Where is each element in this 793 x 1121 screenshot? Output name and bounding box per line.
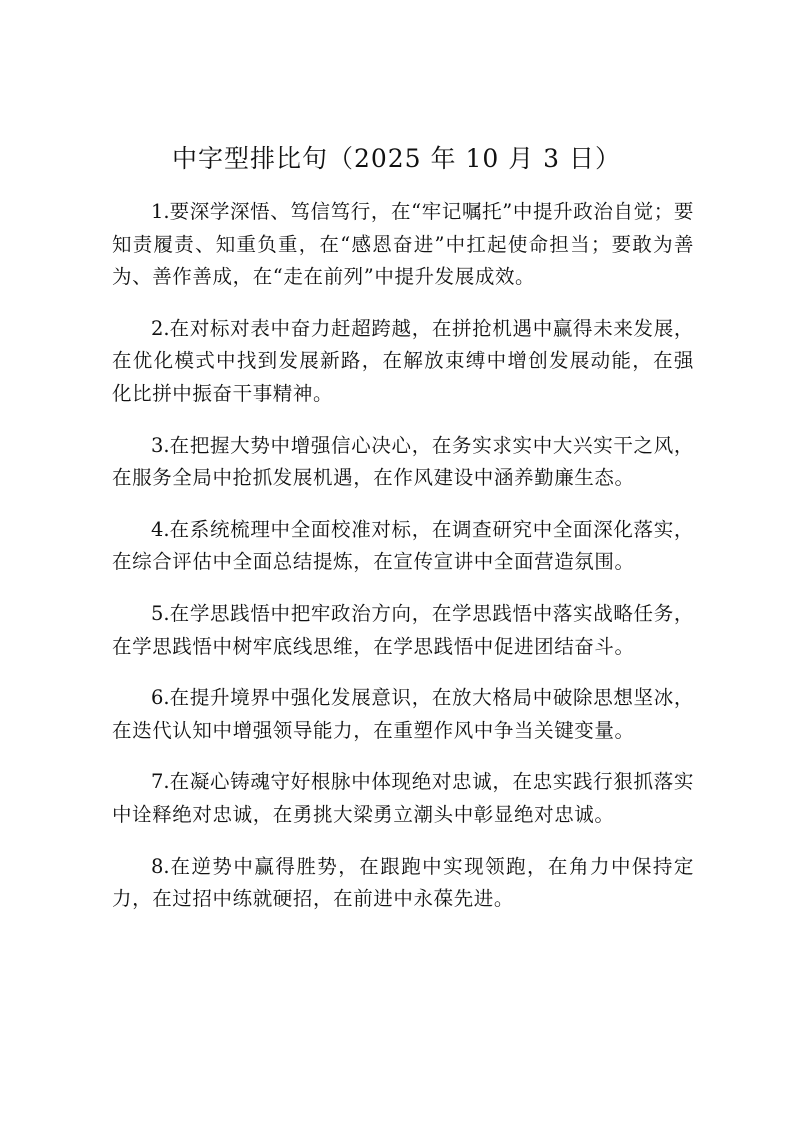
paragraph-5 <box>112 598 694 663</box>
paragraph-number: 1. <box>151 200 170 223</box>
paragraph-number: 4. <box>151 517 170 541</box>
paragraph-2 <box>112 313 694 411</box>
paragraph-text: 在凝心铸魂守好根脉中体现绝对忠诚，在忠实践行狠抓落实中诠释绝对忠诚，在勇挑大梁勇立潮头中彰显绝对忠诚。 <box>112 770 694 826</box>
paragraph-6 <box>112 682 694 747</box>
paragraph-number: 6. <box>151 686 170 710</box>
paragraph-7 <box>112 766 694 831</box>
paragraph-1 <box>112 196 694 294</box>
paragraph-number: 7. <box>151 770 170 794</box>
paragraph-8 <box>112 851 694 916</box>
paragraph-3 <box>112 430 694 495</box>
paragraph-text: 在对标对表中奋力赶超跨越，在拼抢机遇中赢得未来发展，在优化模式中找到发展新路，在解放束缚中增创发展动能，在强化比拼中振奋干事精神。 <box>112 316 694 405</box>
paragraph-text: 在学思践悟中把牢政治方向，在学思践悟中落实战略任务，在学思践悟中树牢底线思维，在学思践悟中促进团结奋斗。 <box>112 601 694 658</box>
paragraph-text: 在系统梳理中全面校准对标，在调查研究中全面深化落实，在综合评估中全面总结提炼，在宣传宣讲中全面营造氛围。 <box>112 517 694 574</box>
paragraph-text: 要深学深悟、笃信笃行，在“牢记嘱托”中提升政治自觉；要知责履责、知重负重，在“感恩奋进”中扛起使命担当；要敢为善为、善作善成，在“走在前列”中提升发展成效。 <box>112 200 694 289</box>
paragraph-number: 3. <box>151 433 170 457</box>
document-title: 中字型排比句（2025 年 10 月 3 日） <box>171 144 622 173</box>
document-body <box>112 196 694 935</box>
paragraph-text: 在把握大势中增强信心决心，在务实求实中大兴实干之风，在服务全局中抢抓发展机遇，在作风建设中涵养勤廉生态。 <box>112 433 694 490</box>
paragraph-number: 5. <box>151 601 170 625</box>
paragraph-number: 8. <box>151 854 170 878</box>
paragraph-number: 2. <box>151 316 170 340</box>
paragraph-text: 在逆势中赢得胜势，在跟跑中实现领跑，在角力中保持定力，在过招中练就硬招，在前进中永葆先进。 <box>112 854 694 911</box>
paragraph-text: 在提升境界中强化发展意识，在放大格局中破除思想坚冰，在迭代认知中增强领导能力，在重塑作风中争当关键变量。 <box>112 686 694 742</box>
paragraph-4 <box>112 514 694 579</box>
